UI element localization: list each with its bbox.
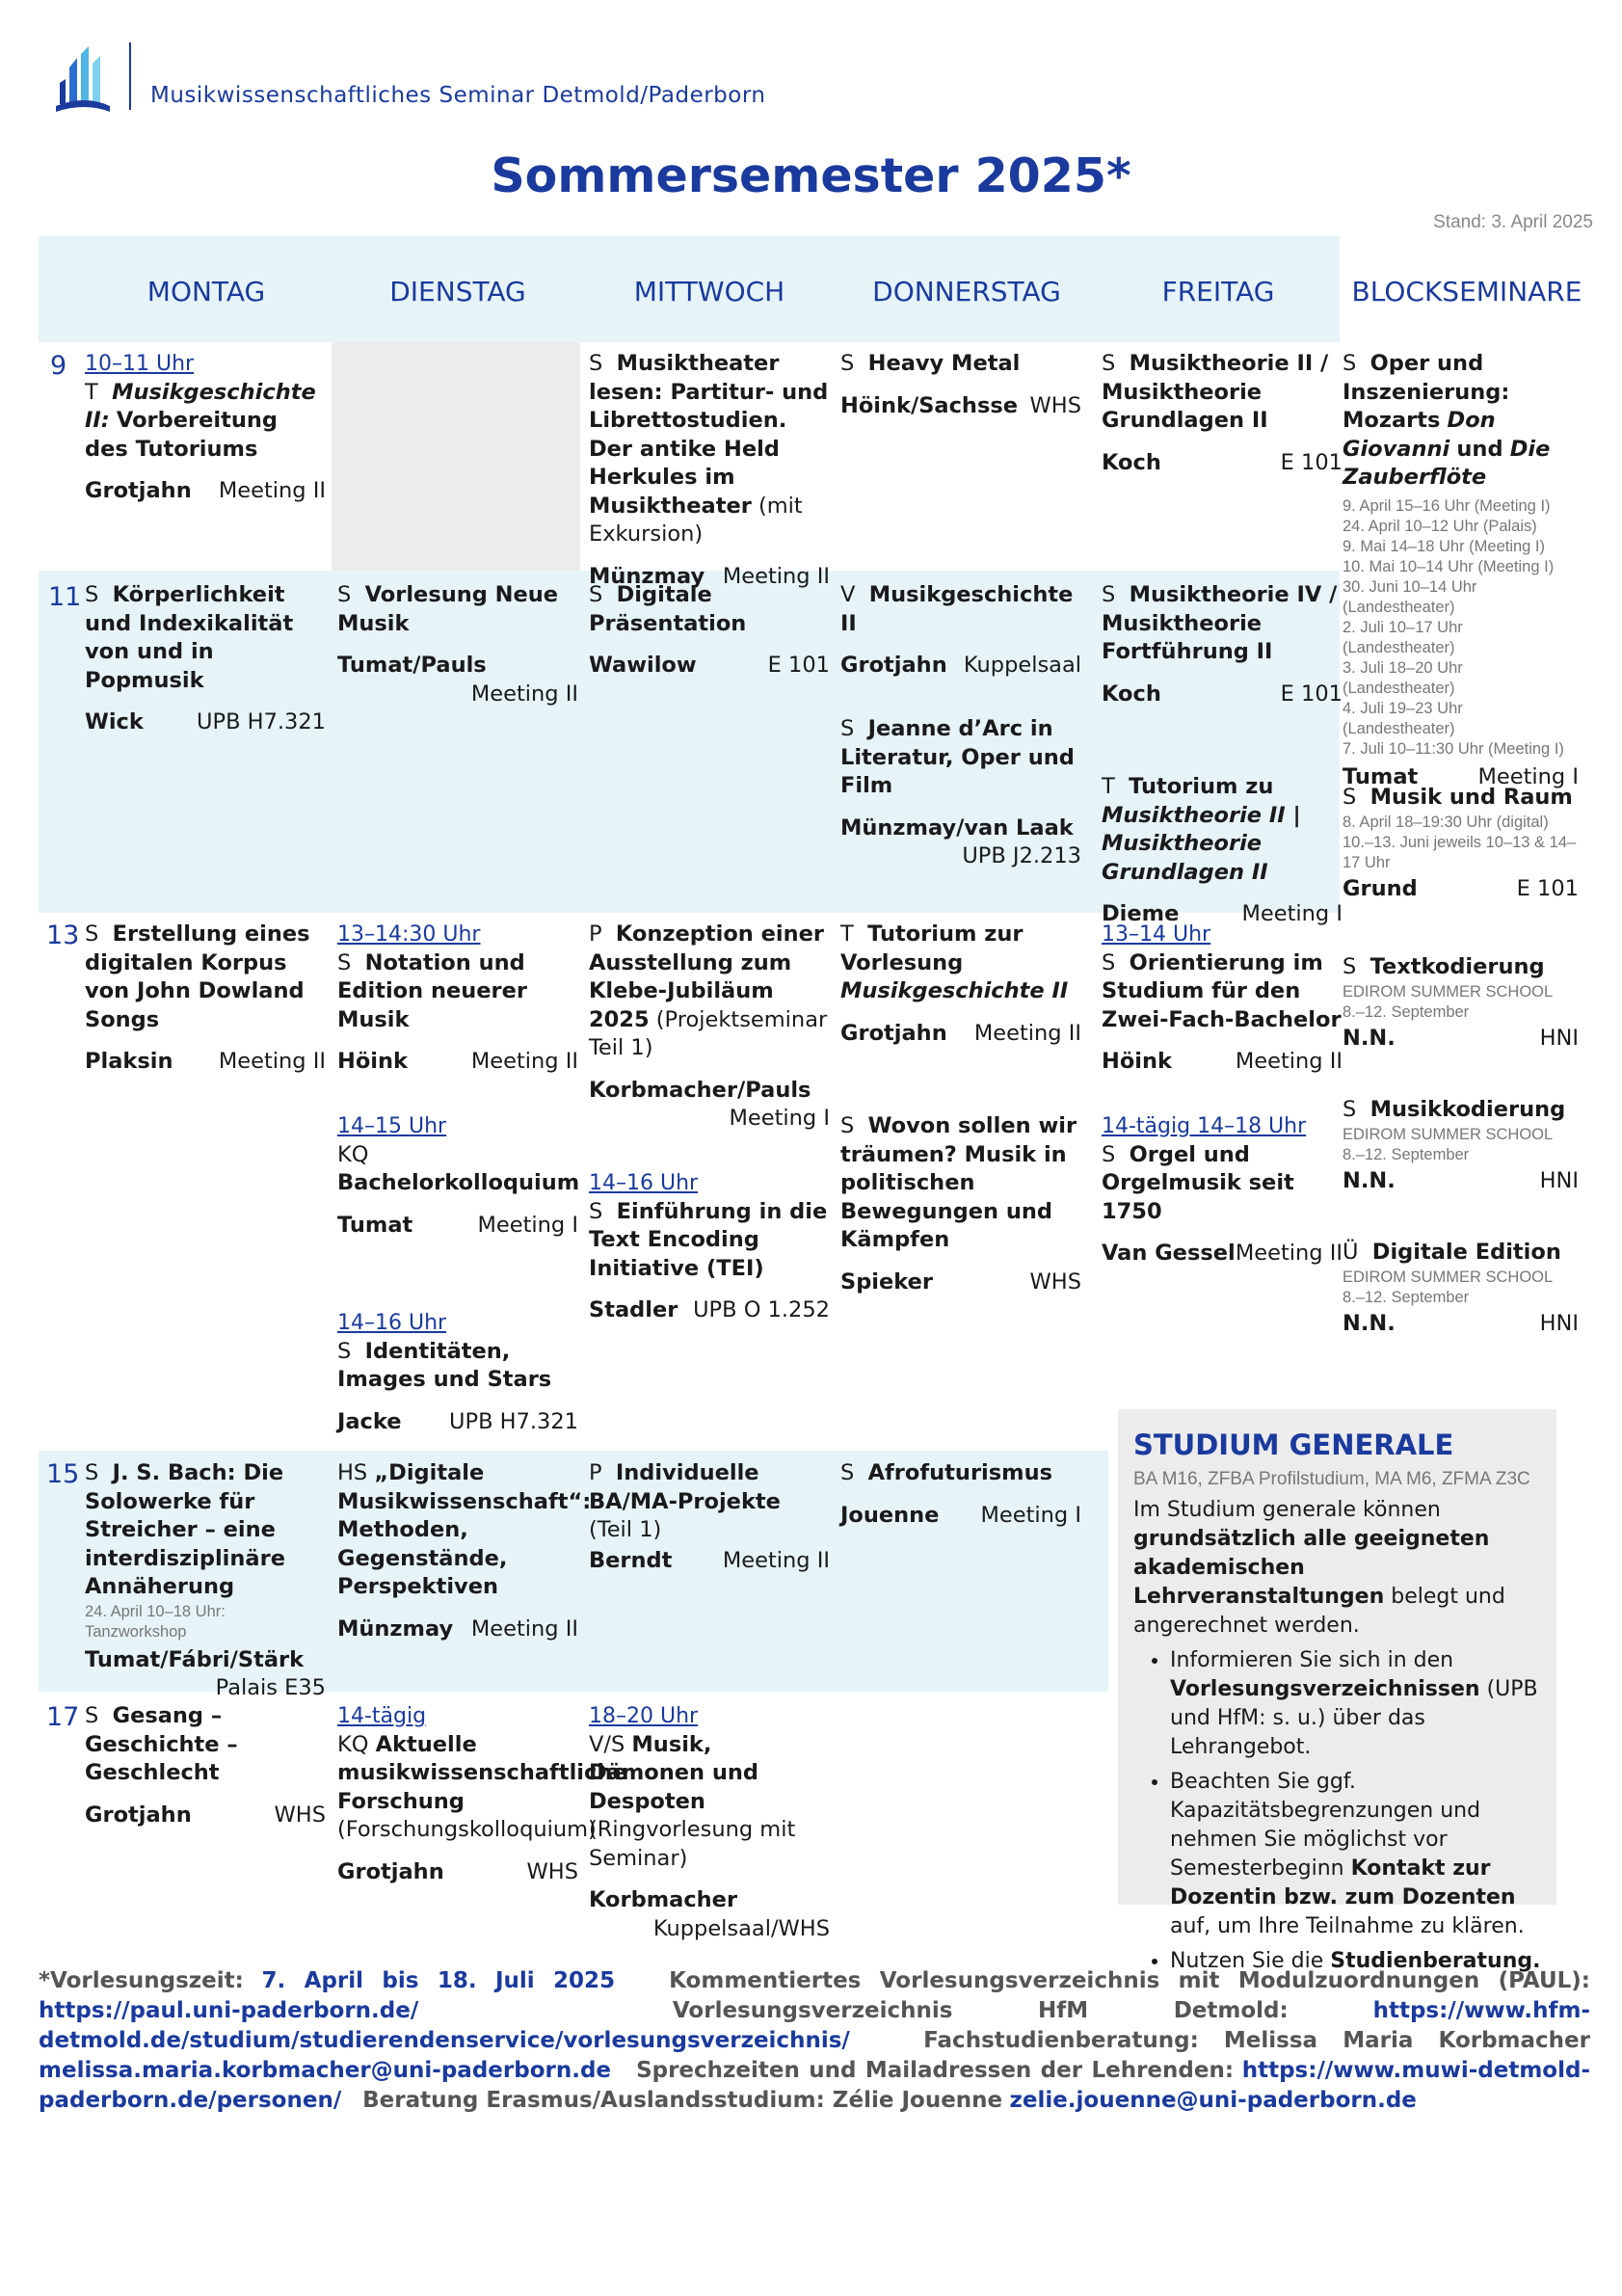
course-type: S xyxy=(85,921,99,947)
footer-info xyxy=(39,1966,1590,2116)
room: WHS xyxy=(1029,1268,1081,1295)
lecturer: Grotjahn xyxy=(85,1802,192,1828)
course-title: Musikgeschichte II xyxy=(840,582,1074,636)
room: WHS xyxy=(1029,392,1081,418)
lecturer: N.N. xyxy=(1343,1167,1396,1193)
lecturer: Wick xyxy=(85,709,144,734)
lecturer: Van Gessel xyxy=(1102,1241,1236,1266)
course-fr-13a xyxy=(1102,921,1343,1077)
room: Meeting II xyxy=(1235,1049,1343,1074)
hour-11: 11 xyxy=(48,582,82,612)
course-mo-9 xyxy=(85,350,326,506)
room: Kuppelsaal/WHS xyxy=(652,1915,830,1941)
course-time: 13–14 Uhr xyxy=(1102,922,1211,947)
course-type: S xyxy=(840,351,855,376)
room: HNI xyxy=(1539,1025,1579,1051)
hour-9: 9 xyxy=(50,351,67,381)
lecturer: Spieker xyxy=(840,1268,933,1295)
course-title: Individuelle BA/MA-Projekte xyxy=(589,1460,781,1514)
course-type: S xyxy=(85,582,99,607)
list-item xyxy=(1170,1768,1541,1941)
date-item: 8.–12. September xyxy=(1343,1145,1470,1163)
room: Meeting II xyxy=(470,1049,578,1074)
course-time: 18–20 Uhr xyxy=(589,1704,699,1728)
lecturer: Münzmay xyxy=(589,563,705,589)
room: Meeting II xyxy=(470,681,578,707)
block-seminar-textkodierung xyxy=(1343,953,1579,1053)
studium-generale-box xyxy=(1118,1409,1556,1973)
course-type: S xyxy=(840,1113,855,1138)
course-fr-11b xyxy=(1102,773,1343,929)
course-type: S xyxy=(337,582,352,607)
lecturer: Dieme xyxy=(1102,901,1180,926)
course-di-13b xyxy=(337,1112,578,1240)
course-fr-11a xyxy=(1102,581,1343,708)
course-type: S xyxy=(337,949,352,975)
course-do-11a xyxy=(840,581,1081,681)
course-title: Textkodierung xyxy=(1369,954,1545,979)
course-type: S xyxy=(1343,351,1357,376)
course-type: HS xyxy=(337,1460,368,1485)
lecturer: Höink/Sachsse xyxy=(840,392,1018,418)
list-item xyxy=(1170,1646,1541,1762)
course-title: J. S. Bach: Die Solowerke für Streicher – eine interdisziplinäre Annäherung xyxy=(85,1460,285,1599)
room: Meeting I xyxy=(729,1106,830,1131)
studium-intro xyxy=(1133,1496,1541,1641)
text-bold: Vorlesungsverzeichnissen xyxy=(1170,1677,1480,1701)
seminar-logo xyxy=(56,44,114,112)
course-title: „Digitale Musikwissenschaft“: Methoden, Gegenstände, Perspektiven xyxy=(337,1460,592,1599)
course-time: 14–16 Uhr xyxy=(337,1311,447,1335)
course-time: 14–15 Uhr xyxy=(337,1114,447,1138)
date-list xyxy=(1343,982,1579,1023)
course-mi-15 xyxy=(589,1459,830,1575)
course-type: S xyxy=(1343,954,1357,979)
course-di-13a xyxy=(337,921,578,1077)
lecturer: Tumat/Fábri/Stärk xyxy=(85,1646,305,1672)
course-title: Einführung in die Text Encoding Initiative (TEI) xyxy=(589,1198,828,1281)
course-title: Musik und Raum xyxy=(1369,785,1573,810)
course-type: T xyxy=(1102,774,1115,799)
date-item: 4. Juli 19–23 Uhr (Landestheater) xyxy=(1343,699,1463,737)
room: UPB J2.213 xyxy=(962,843,1081,868)
lecturer: Münzmay xyxy=(337,1615,454,1642)
day-thursday: DONNERSTAG xyxy=(872,276,1061,307)
course-time: 14-tägig 14–18 Uhr xyxy=(1102,1114,1307,1138)
block-seminar-oper xyxy=(1343,350,1579,791)
course-title: Tutorium zu xyxy=(1129,774,1274,799)
course-do-9 xyxy=(840,350,1081,420)
date-item: EDIROM SUMMER SCHOOL xyxy=(1343,982,1554,1001)
room: Meeting II xyxy=(218,478,326,503)
block-seminar-edition xyxy=(1343,1239,1579,1338)
room: WHS xyxy=(274,1802,326,1828)
room: UPB H7.321 xyxy=(449,1408,578,1434)
course-type: Ü xyxy=(1343,1240,1359,1265)
course-type: S xyxy=(1102,351,1116,376)
course-type: S xyxy=(1343,785,1357,810)
studium-modules: BA M16, ZFBA Profilstudium, MA M6, ZFMA Z3C xyxy=(1133,1469,1530,1489)
studium-list xyxy=(1133,1646,1541,1976)
lecturer: Tumat/Pauls xyxy=(337,653,487,678)
course-title: Orgel und Orgelmusik seit 1750 xyxy=(1102,1141,1294,1224)
course-time: 14-tägig xyxy=(337,1704,427,1728)
lecturer: Berndt xyxy=(589,1547,673,1573)
date-list xyxy=(1343,1125,1579,1165)
course-title: Erstellung eines digitalen Korpus von John Dowland Songs xyxy=(85,921,310,1032)
room: Meeting II xyxy=(1235,1241,1343,1266)
course-mi-9 xyxy=(589,350,830,591)
text-part: Im Studium generale können xyxy=(1133,1498,1441,1522)
course-mi-13a xyxy=(589,921,830,1134)
course-title-rest: (Teil 1) xyxy=(589,1517,662,1542)
date-item: 3. Juli 18–20 Uhr (Landestheater) xyxy=(1343,658,1463,697)
course-title: Musiktheater lesen: Partitur- und Librettostudien. Der antike Held Herkules im Musiktheater xyxy=(589,351,829,519)
text-part: belegt und angerechnet werden. xyxy=(1133,1585,1505,1638)
date-item: 8.–12. September xyxy=(1343,1288,1470,1306)
course-fr-13b xyxy=(1102,1112,1343,1268)
room: E 101 xyxy=(767,653,830,678)
course-title: Heavy Metal xyxy=(867,351,1021,376)
course-type: S xyxy=(337,1338,352,1364)
room: E 101 xyxy=(1280,449,1343,475)
studium-heading: STUDIUM GENERALE xyxy=(1133,1428,1454,1461)
personen-link[interactable]: https://www.muwi-detmold-paderborn.de/personen/ xyxy=(39,2058,1590,2113)
course-title: Musiktheorie IV / Musiktheorie Fortführung II xyxy=(1102,582,1338,664)
course-type: S xyxy=(840,716,855,741)
lecturer: Höink xyxy=(337,1049,408,1074)
date-item: 7. Juli 10–11:30 Uhr (Meeting I) xyxy=(1343,739,1564,758)
course-mo-17 xyxy=(85,1702,326,1829)
date-item: 2. Juli 10–17 Uhr (Landestheater) xyxy=(1343,618,1463,656)
course-title-rest: (Ringvorlesung mit Seminar) xyxy=(589,1817,796,1871)
room: Meeting II xyxy=(722,1547,830,1573)
empty-slot-tuesday-9 xyxy=(332,342,580,571)
footer-label: Kommentiertes Vorlesungsverzeichnis mit Modulzuordnungen (PAUL): xyxy=(669,1968,1590,1993)
course-type: S xyxy=(589,351,603,376)
lecturer: Tumat xyxy=(1343,763,1419,789)
lecturer: Koch xyxy=(1102,681,1161,707)
course-title: Vorlesung Neue Musik xyxy=(337,582,559,636)
course-time: 10–11 Uhr xyxy=(85,352,195,376)
course-time: 14–16 Uhr xyxy=(589,1171,699,1195)
date-item: 10.–13. Juni jeweils 10–13 & 14–17 Uhr xyxy=(1343,833,1577,871)
course-di-15 xyxy=(337,1459,592,1643)
room: Meeting I xyxy=(980,1502,1081,1528)
course-type: S xyxy=(85,1703,99,1728)
date-item: EDIROM SUMMER SCHOOL xyxy=(1343,1268,1554,1286)
room: WHS xyxy=(526,1858,578,1884)
course-title: Musikgeschichte II: xyxy=(85,379,316,433)
course-type: KQ xyxy=(337,1141,369,1167)
date-item: 8. April 18–19:30 Uhr (digital) xyxy=(1343,813,1549,831)
course-type: S xyxy=(589,582,603,607)
room: UPB H7.321 xyxy=(197,709,326,734)
room: Meeting I xyxy=(1241,901,1343,926)
course-time: 13–14:30 Uhr xyxy=(337,922,481,947)
lecturer: Stadler xyxy=(589,1297,678,1322)
course-do-13a xyxy=(840,921,1081,1048)
course-title: Jeanne d’Arc in Literatur, Oper und Film xyxy=(840,716,1075,798)
course-fr-9 xyxy=(1102,350,1343,477)
course-title-italic: Musikgeschichte II xyxy=(840,978,1069,1003)
room: Meeting II xyxy=(218,1049,326,1074)
course-type: S xyxy=(1102,949,1116,975)
room: Meeting I xyxy=(1477,763,1579,789)
footer-label: *Vorlesungszeit: xyxy=(39,1968,244,1993)
course-type: T xyxy=(840,921,854,947)
course-title: Bachelorkolloquium xyxy=(337,1170,580,1195)
course-do-11b xyxy=(840,715,1081,871)
footer-label: Beratung Erasmus/Auslandsstudium: Zélie Jouenne xyxy=(362,2088,1003,2113)
text-part: (UPB und HfM: s. u.) über das Lehrangebot. xyxy=(1170,1677,1538,1759)
hour-13: 13 xyxy=(46,921,80,950)
date-item: 8.–12. September xyxy=(1343,1002,1470,1021)
course-do-13b xyxy=(840,1112,1081,1296)
room: Meeting II xyxy=(470,1615,578,1642)
footer-label: Fachstudienberatung: Melissa Maria Korbmacher xyxy=(923,2028,1590,2053)
lecturer: Münzmay/van Laak xyxy=(840,814,1074,841)
status-date: Stand: 3. April 2025 xyxy=(1433,212,1593,232)
text-part: Informieren Sie sich in den xyxy=(1170,1648,1454,1672)
lecturer: Grotjahn xyxy=(85,478,192,503)
day-wednesday: MITTWOCH xyxy=(633,276,785,307)
course-di-11 xyxy=(337,581,578,708)
lecturer: Plaksin xyxy=(85,1049,173,1074)
course-mo-15 xyxy=(85,1459,326,1703)
course-type: S xyxy=(1343,1097,1357,1122)
lecture-period: 7. April bis 18. Juli 2025 xyxy=(261,1968,616,1993)
lecturer: Höink xyxy=(1102,1049,1172,1074)
text-bold: Studienberatung. xyxy=(1330,1949,1541,1973)
day-tuesday: DIENSTAG xyxy=(389,276,526,307)
block-seminar-raum xyxy=(1343,784,1579,903)
course-type: V/S xyxy=(589,1731,625,1757)
date-item: 9. April 15–16 Uhr (Meeting I) xyxy=(1343,496,1551,515)
course-title: Orientierung im Studium für den Zwei-Fach-Bachelor xyxy=(1102,949,1342,1032)
lecturer: Jacke xyxy=(337,1408,402,1434)
date-item: 9. Mai 14–18 Uhr (Meeting I) xyxy=(1343,537,1546,555)
room: E 101 xyxy=(1516,875,1579,901)
course-title: Gesang – Geschichte – Geschlecht xyxy=(85,1703,238,1785)
course-title-italic: Musiktheorie II | Musiktheorie Grundlagen II xyxy=(1102,802,1301,885)
course-title: Körperlichkeit und Indexikalität von und in Popmusik xyxy=(85,582,294,693)
course-type: S xyxy=(1102,582,1116,607)
lecturer: Grotjahn xyxy=(840,653,947,678)
lecturer: Koch xyxy=(1102,449,1161,475)
course-note: 24. April 10–18 Uhr: Tanzworkshop xyxy=(85,1602,226,1641)
course-mi-11 xyxy=(589,581,830,681)
room: Kuppelsaal xyxy=(963,653,1081,678)
course-title: Afrofuturismus xyxy=(867,1460,1053,1485)
course-type: S xyxy=(85,1460,99,1485)
course-mo-13 xyxy=(85,921,326,1077)
hour-15: 15 xyxy=(46,1459,80,1489)
course-type: S xyxy=(840,1460,855,1485)
date-list xyxy=(1343,1268,1579,1308)
course-title: Tutorium zur Vorlesung xyxy=(840,921,1024,975)
course-title-rest: (Forschungskolloquium) xyxy=(337,1817,597,1842)
course-mi-17 xyxy=(589,1702,830,1943)
course-title: Musikkodierung xyxy=(1369,1097,1566,1122)
course-mi-13b xyxy=(589,1169,830,1325)
course-title-rest: Vorbereitung des Tutoriums xyxy=(85,408,278,462)
hour-17: 17 xyxy=(46,1702,80,1732)
course-title: Identitäten, Images und Stars xyxy=(337,1338,552,1392)
course-title-italic: Don Giovanni xyxy=(1343,408,1496,462)
course-type: KQ xyxy=(337,1731,369,1757)
date-list xyxy=(1343,813,1579,873)
room: E 101 xyxy=(1280,681,1343,707)
jouenne-email-link[interactable]: zelie.jouenne@uni-paderborn.de xyxy=(1009,2088,1417,2113)
footer-label: Vorlesungsverzeichnis HfM Detmold: xyxy=(672,1998,1289,2023)
room: Palais E35 xyxy=(215,1675,326,1700)
hfm-link[interactable]: https://www.hfm-detmold.de/studium/studierendenservice/vorlesungsverzeichnis/ xyxy=(39,1998,1591,2053)
course-title: Digitale Präsentation xyxy=(589,582,747,636)
room: UPB O 1.252 xyxy=(693,1297,830,1322)
date-item: 10. Mai 10–14 Uhr (Meeting I) xyxy=(1343,557,1555,575)
course-type: P xyxy=(589,1460,602,1485)
course-title: Musik, Dämonen und Despoten xyxy=(589,1731,759,1814)
course-title-and: und xyxy=(1456,436,1503,462)
lecturer: Korbmacher xyxy=(589,1887,738,1912)
course-title: Konzeption einer Ausstellung zum Klebe-Jubiläum 2025 xyxy=(589,921,824,1032)
course-di-13c xyxy=(337,1309,578,1436)
course-title: Musiktheorie II / Musiktheorie Grundlagen II xyxy=(1102,351,1329,433)
day-friday: FREITAG xyxy=(1161,276,1275,307)
korbmacher-email-link[interactable]: melissa.maria.korbmacher@uni-paderborn.de xyxy=(39,2058,612,2083)
lecturer: N.N. xyxy=(1343,1310,1396,1336)
lecturer: Wawilow xyxy=(589,653,697,678)
page-title: Sommersemester 2025* xyxy=(491,148,1131,203)
course-title: Notation und Edition neuerer Musik xyxy=(337,949,527,1032)
lecturer: N.N. xyxy=(1343,1025,1396,1051)
course-type: S xyxy=(1102,1141,1116,1167)
course-type: P xyxy=(589,921,602,947)
day-monday: MONTAG xyxy=(146,276,266,307)
text-part: Nutzen Sie die xyxy=(1170,1949,1324,1973)
lecturer: Grotjahn xyxy=(337,1858,444,1884)
day-blockseminare: BLOCKSEMINARE xyxy=(1351,276,1582,307)
block-seminar-musikkodierung xyxy=(1343,1096,1579,1195)
logo-divider xyxy=(129,42,131,110)
course-type: V xyxy=(840,582,856,607)
course-title: Digitale Edition xyxy=(1371,1240,1561,1265)
date-list xyxy=(1343,496,1579,760)
room: Meeting II xyxy=(722,563,830,589)
course-title-rest: (Projektseminar Teil 1) xyxy=(589,1006,828,1060)
text-part: Beachten Sie ggf. Kapazitätsbegrenzungen und nehmen Sie möglichst vor Semesterbeginn xyxy=(1170,1770,1481,1881)
lecturer: Tumat xyxy=(337,1212,413,1238)
room: Meeting II xyxy=(973,1020,1081,1046)
date-item: 24. April 10–12 Uhr (Palais) xyxy=(1343,517,1537,535)
course-type: S xyxy=(589,1198,603,1224)
course-type: T xyxy=(85,379,98,405)
lecturer: Korbmacher/Pauls xyxy=(589,1077,811,1103)
lecturer: Jouenne xyxy=(840,1502,940,1528)
course-title: Wovon sollen wir träumen? Musik in politischen Bewegungen und Kämpfen xyxy=(840,1113,1077,1252)
paul-link[interactable]: https://paul.uni-paderborn.de/ xyxy=(39,1998,419,2023)
room: HNI xyxy=(1539,1167,1579,1193)
course-do-15 xyxy=(840,1459,1081,1530)
course-title-rest: (mit Exkursion) xyxy=(589,493,803,547)
course-title-italic-2: Die Zauberflöte xyxy=(1343,436,1551,490)
text-bold: Kontakt zur Dozentin bzw. zum Dozenten xyxy=(1170,1856,1516,1909)
room: Meeting I xyxy=(477,1212,578,1238)
institution-name: Musikwissenschaftliches Seminar Detmold/Paderborn xyxy=(150,83,766,108)
course-title: Oper und Inszenierung: Mozarts xyxy=(1343,351,1510,433)
lecturer: Grotjahn xyxy=(840,1020,947,1046)
course-title: Aktuelle musikwissenschaftliche Forschung xyxy=(337,1731,627,1814)
footer-label: Sprechzeiten und Mailadressen der Lehrenden: xyxy=(636,2058,1235,2083)
date-item: EDIROM SUMMER SCHOOL xyxy=(1343,1125,1554,1143)
date-item: 30. Juni 10–14 Uhr (Landestheater) xyxy=(1343,577,1477,616)
course-mo-11 xyxy=(85,581,326,737)
room: HNI xyxy=(1539,1310,1579,1336)
lecturer: Grund xyxy=(1343,875,1418,901)
text-bold: grundsätzlich alle geeigneten akademischen Lehrveranstaltungen xyxy=(1133,1527,1490,1609)
text-part: auf, um Ihre Teilnahme zu klären. xyxy=(1170,1914,1525,1938)
